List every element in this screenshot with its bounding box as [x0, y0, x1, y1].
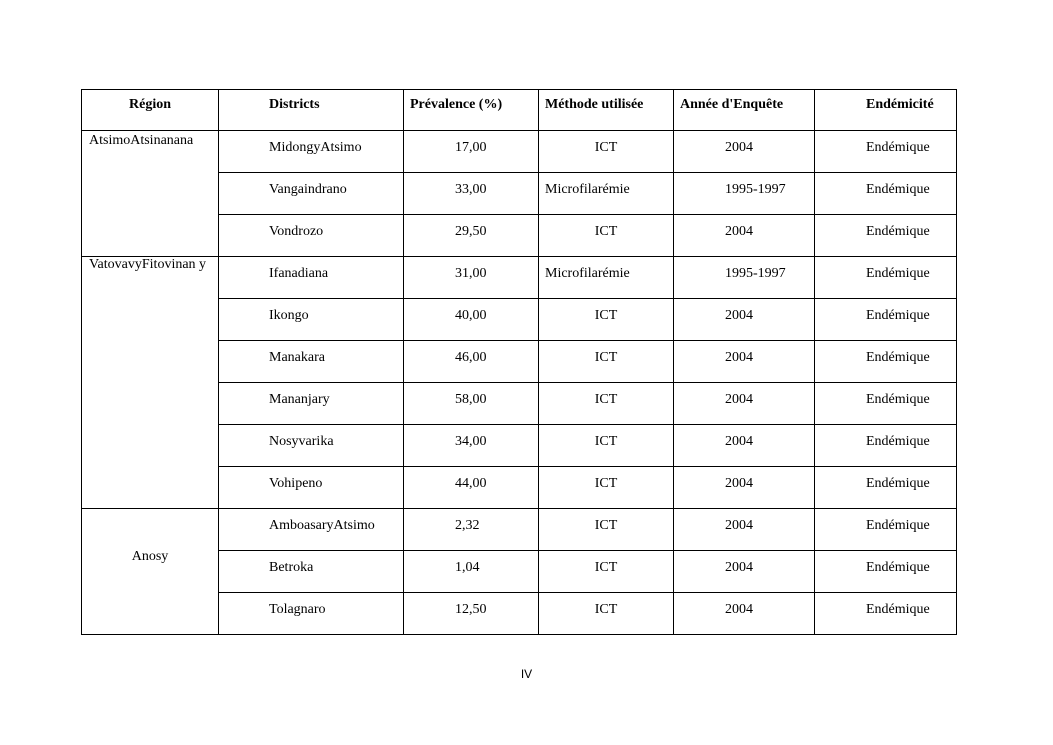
endemicity-cell: Endémique [815, 509, 957, 551]
method-cell: ICT [539, 551, 674, 593]
district-cell: Nosyvarika [219, 425, 404, 467]
endemicity-cell: Endémique [815, 257, 957, 299]
header-region: Région [82, 90, 219, 131]
prevalence-cell: 33,00 [404, 173, 539, 215]
method-cell: ICT [539, 215, 674, 257]
page-number: IV [520, 667, 533, 681]
year-cell: 2004 [674, 425, 815, 467]
endemicity-cell: Endémique [815, 593, 957, 635]
region-cell-atsimoatsinanana: AtsimoAtsinanana [82, 131, 219, 257]
endemicity-cell: Endémique [815, 551, 957, 593]
method-cell: ICT [539, 341, 674, 383]
prevalence-cell: 40,00 [404, 299, 539, 341]
method-cell: ICT [539, 425, 674, 467]
year-cell: 2004 [674, 467, 815, 509]
district-cell: Manakara [219, 341, 404, 383]
method-cell: ICT [539, 383, 674, 425]
prevalence-cell: 17,00 [404, 131, 539, 173]
method-cell: Microfilarémie [539, 257, 674, 299]
district-cell: Vohipeno [219, 467, 404, 509]
year-cell: 2004 [674, 131, 815, 173]
header-prevalence: Prévalence (%) [404, 90, 539, 131]
district-cell: AmboasaryAtsimo [219, 509, 404, 551]
prevalence-cell: 34,00 [404, 425, 539, 467]
endemicity-cell: Endémique [815, 173, 957, 215]
method-cell: Microfilarémie [539, 173, 674, 215]
year-cell: 1995-1997 [674, 257, 815, 299]
district-cell: Ifanadiana [219, 257, 404, 299]
district-cell: Mananjary [219, 383, 404, 425]
year-cell: 2004 [674, 551, 815, 593]
endemicity-cell: Endémique [815, 341, 957, 383]
prevalence-cell: 44,00 [404, 467, 539, 509]
year-cell: 2004 [674, 383, 815, 425]
prevalence-cell: 12,50 [404, 593, 539, 635]
table-row [82, 509, 957, 551]
year-cell: 2004 [674, 593, 815, 635]
endemicity-cell: Endémique [815, 425, 957, 467]
header-districts: Districts [219, 90, 404, 131]
district-cell: Betroka [219, 551, 404, 593]
district-cell: Vangaindrano [219, 173, 404, 215]
prevalence-cell: 29,50 [404, 215, 539, 257]
header-year: Année d'Enquête [674, 90, 815, 131]
header-method: Méthode utilisée [539, 90, 674, 131]
header-endemicity: Endémicité [815, 90, 957, 131]
district-cell: Ikongo [219, 299, 404, 341]
method-cell: ICT [539, 593, 674, 635]
method-cell: ICT [539, 131, 674, 173]
prevalence-cell: 1,04 [404, 551, 539, 593]
method-cell: ICT [539, 299, 674, 341]
region-cell-vatovavyfitovinany: VatovavyFitovinan y [82, 257, 219, 509]
endemicity-cell: Endémique [815, 131, 957, 173]
endemicity-cell: Endémique [815, 215, 957, 257]
table-row [82, 131, 957, 173]
year-cell: 2004 [674, 341, 815, 383]
method-cell: ICT [539, 509, 674, 551]
prevalence-cell: 2,32 [404, 509, 539, 551]
endemicity-cell: Endémique [815, 299, 957, 341]
region-cell-anosy: Anosy [82, 509, 219, 635]
prevalence-cell: 31,00 [404, 257, 539, 299]
method-cell: ICT [539, 467, 674, 509]
year-cell: 2004 [674, 215, 815, 257]
year-cell: 1995-1997 [674, 173, 815, 215]
district-cell: Vondrozo [219, 215, 404, 257]
district-cell: MidongyAtsimo [219, 131, 404, 173]
year-cell: 2004 [674, 299, 815, 341]
district-cell: Tolagnaro [219, 593, 404, 635]
endemicity-cell: Endémique [815, 383, 957, 425]
year-cell: 2004 [674, 509, 815, 551]
prevalence-table [81, 89, 957, 635]
prevalence-cell: 58,00 [404, 383, 539, 425]
prevalence-cell: 46,00 [404, 341, 539, 383]
table-header-row [82, 90, 957, 131]
table-row [82, 257, 957, 299]
endemicity-cell: Endémique [815, 467, 957, 509]
